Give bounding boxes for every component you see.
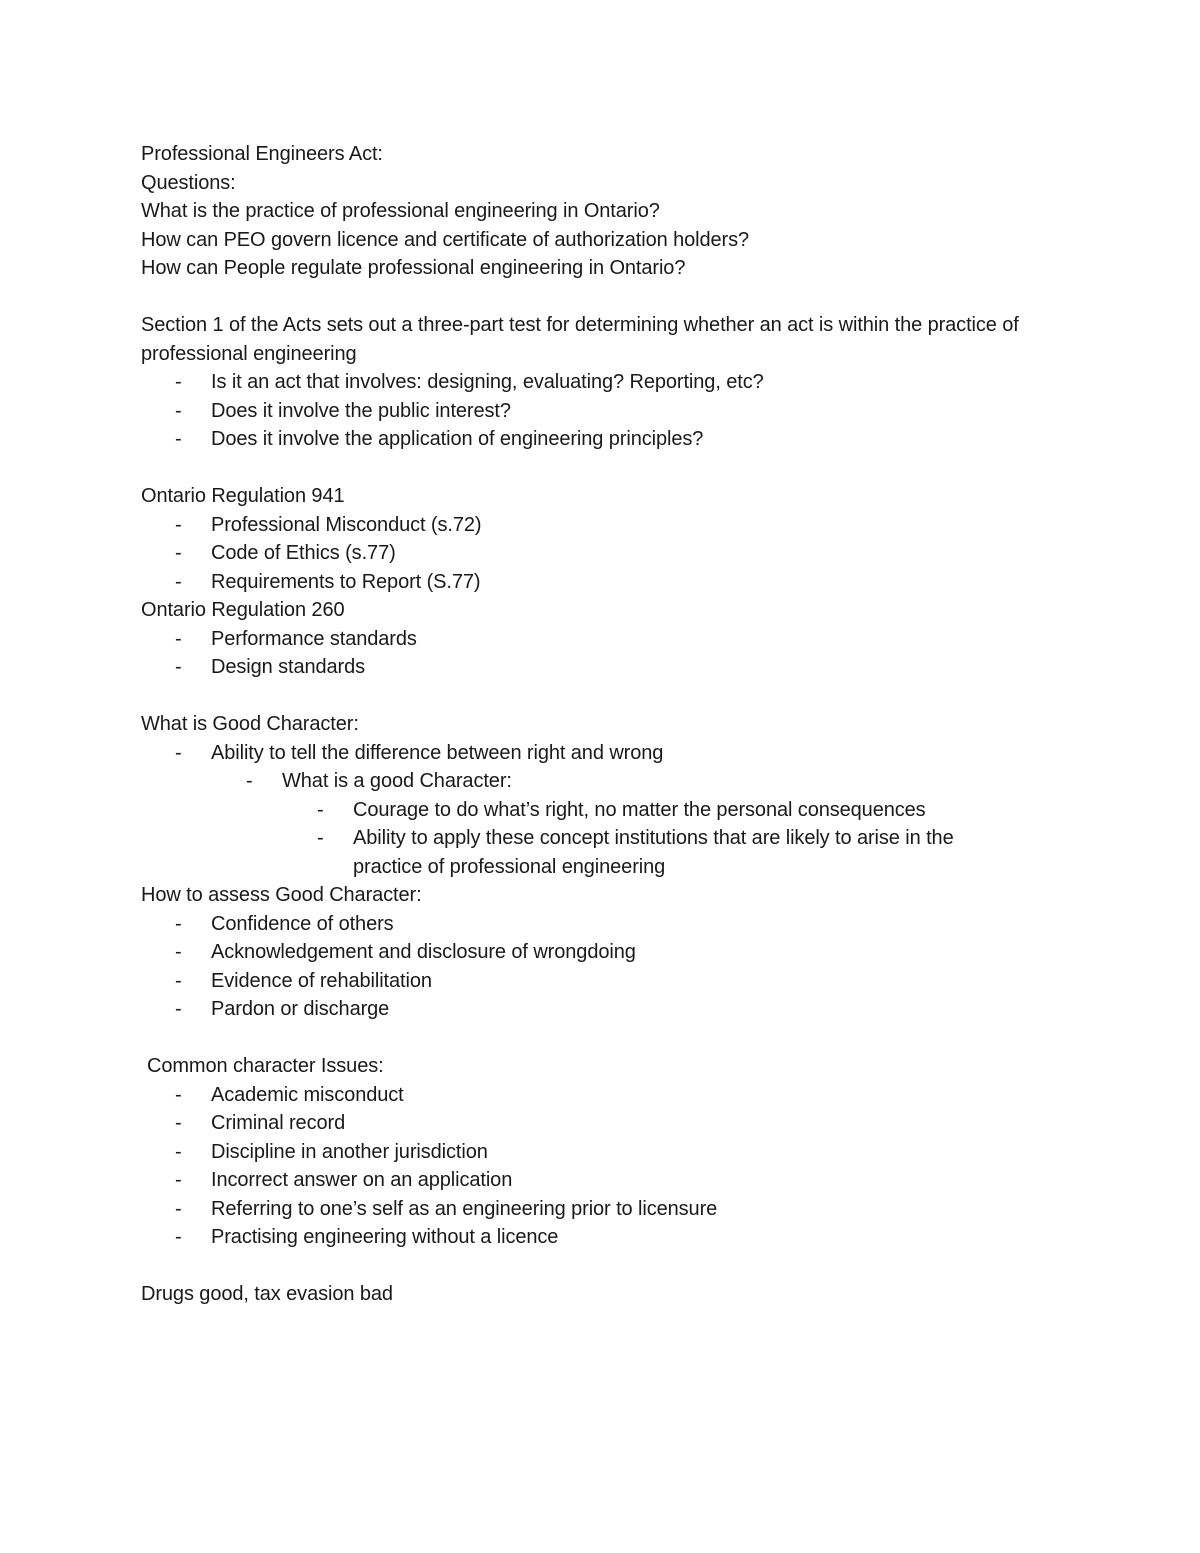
list-item (141, 1081, 1041, 1110)
list-item-text: Code of Ethics (s.77) (211, 542, 396, 564)
dash-marker: - (175, 428, 182, 450)
list-item (141, 397, 1041, 426)
section-heading: How to assess Good Character: (141, 884, 422, 906)
list-item (141, 539, 1041, 568)
dash-marker: - (175, 969, 182, 992)
closing-line: Drugs good, tax evasion bad (141, 1283, 393, 1305)
list-item-text: Design standards (211, 656, 366, 678)
dash-marker: - (317, 798, 324, 821)
list-item (141, 995, 1041, 1024)
list-item (141, 568, 1041, 597)
dash-marker: - (175, 1226, 182, 1248)
list-item-nested (141, 767, 1041, 796)
spacer (141, 1024, 1041, 1053)
spacer (141, 454, 1041, 483)
spacer (141, 682, 1041, 711)
list-item (141, 1109, 1041, 1138)
dash-marker: - (175, 1112, 182, 1134)
spacer (141, 1252, 1041, 1281)
list-item-text: Professional Misconduct (s.72) (211, 513, 482, 536)
questions-heading: Questions: (141, 171, 236, 194)
list-item-text: Does it involve the public interest? (211, 399, 511, 422)
list-item-text: Ability to apply these concept institutions that are likely to arise in the practice of professional engineering (353, 827, 954, 878)
list-item-text: Confidence of others (211, 912, 394, 935)
dash-marker: - (175, 1197, 182, 1220)
list-item (141, 1195, 1041, 1224)
section-heading: Common character Issues: (147, 1055, 384, 1077)
spacer (141, 283, 1041, 312)
list-item-nested (141, 796, 1041, 825)
section-heading: What is Good Character: (141, 713, 359, 735)
dash-marker: - (175, 741, 182, 764)
list-item (141, 1223, 1041, 1252)
dash-marker: - (175, 570, 182, 593)
list-item (141, 938, 1041, 967)
list-item-text: Criminal record (211, 1112, 346, 1134)
list-item-nested (141, 824, 1013, 881)
dash-marker: - (175, 998, 182, 1020)
list-item (141, 625, 1041, 654)
list-item (141, 910, 1041, 939)
list-item (141, 511, 1041, 540)
list-item (141, 1138, 1041, 1167)
list-item-text: Pardon or discharge (211, 998, 390, 1020)
list-item-text: Academic misconduct (211, 1083, 404, 1106)
dash-marker: - (175, 1083, 182, 1106)
document-body (141, 140, 1041, 1309)
list-item (141, 425, 1041, 454)
dash-marker: - (175, 912, 182, 935)
dash-marker: - (175, 1169, 182, 1191)
list-item-text: Acknowledgement and disclosure of wrongdoing (211, 941, 636, 963)
list-item-text: Does it involve the application of engineering principles? (211, 428, 704, 450)
dash-marker: - (175, 1140, 182, 1163)
list-item-text: Discipline in another jurisdiction (211, 1140, 488, 1163)
dash-marker: - (175, 513, 182, 536)
list-item-text: Requirements to Report (S.77) (211, 570, 481, 593)
list-item-text: Performance standards (211, 627, 417, 650)
list-item-text: Ability to tell the difference between right and wrong (211, 741, 664, 764)
list-item (141, 653, 1041, 682)
dash-marker: - (317, 827, 324, 849)
list-item-text: Practising engineering without a licence (211, 1226, 559, 1248)
section-heading: Ontario Regulation 941 (141, 485, 345, 507)
dash-marker: - (175, 627, 182, 650)
section-heading: Ontario Regulation 260 (141, 599, 345, 621)
dash-marker: - (175, 941, 182, 963)
list-item-text: Courage to do what’s right, no matter the personal consequences (353, 798, 926, 821)
dash-marker: - (175, 542, 182, 564)
dash-marker: - (175, 656, 182, 678)
question-line: What is the practice of professional engineering in Ontario? (141, 200, 660, 222)
question-line: How can PEO govern licence and certificate of authorization holders? (141, 228, 749, 251)
list-item (141, 967, 1041, 996)
document-title: Professional Engineers Act: (141, 143, 383, 165)
list-item (141, 1166, 1041, 1195)
section1-paragraph: Section 1 of the Acts sets out a three-part test for determining whether an act is within the practice of professional engineering (141, 314, 1019, 365)
list-item-text: Is it an act that involves: designing, evaluating? Reporting, etc? (211, 371, 764, 393)
list-item (141, 739, 1041, 768)
dash-marker: - (246, 770, 253, 792)
list-item-text: Evidence of rehabilitation (211, 969, 432, 992)
dash-marker: - (175, 371, 182, 393)
list-item-text: Incorrect answer on an application (211, 1169, 513, 1191)
dash-marker: - (175, 399, 182, 422)
list-item (141, 368, 1041, 397)
question-line: How can People regulate professional engineering in Ontario? (141, 257, 686, 279)
list-item-text: Referring to one’s self as an engineering prior to licensure (211, 1197, 718, 1220)
list-item-text: What is a good Character: (282, 770, 512, 792)
